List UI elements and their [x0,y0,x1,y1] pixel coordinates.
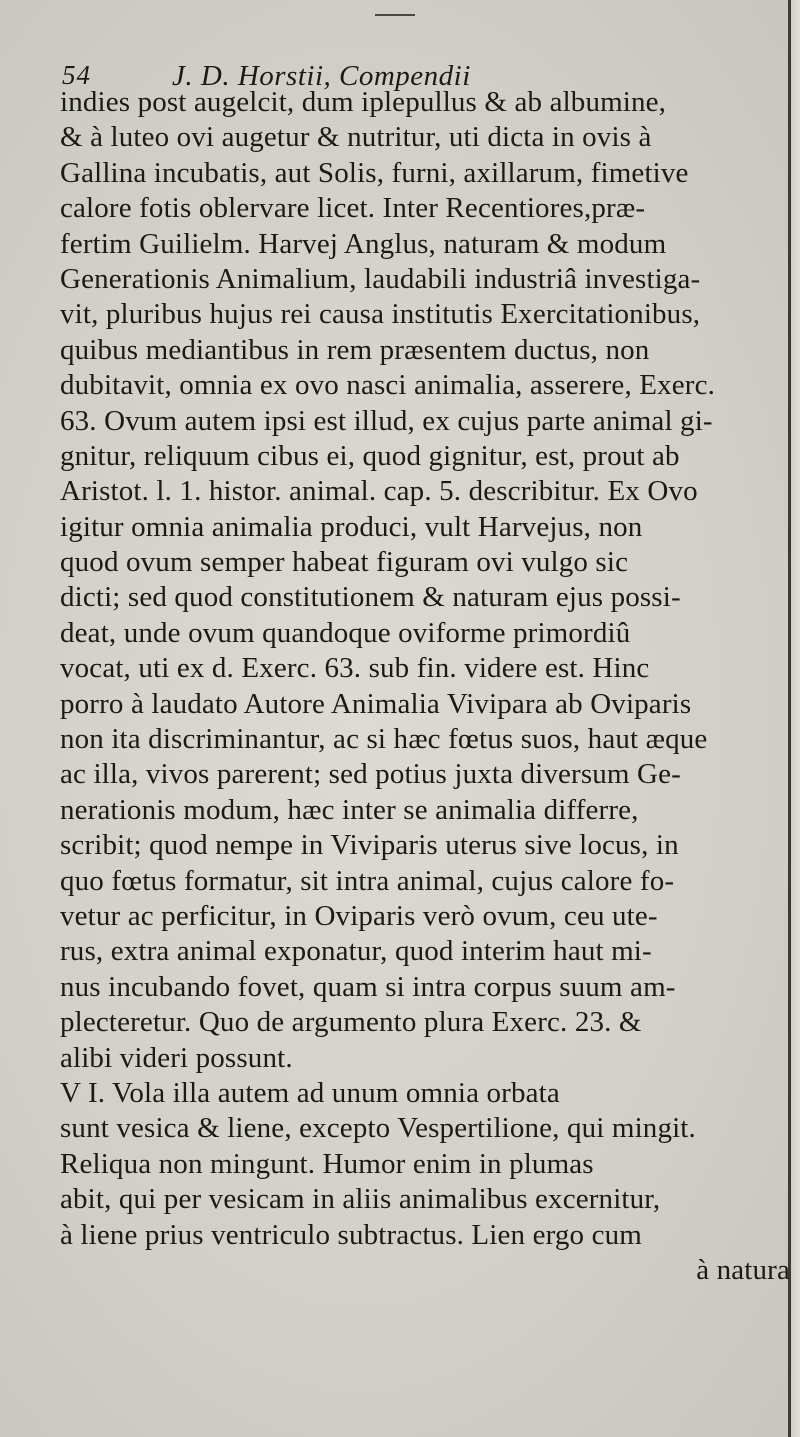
text-line: Aristot. l. 1. histor. animal. cap. 5. describitur. Ex Ovo [60,475,698,508]
text-line: vit, pluribus hujus rei causa institutis Exercitationibus, [60,298,701,331]
text-line: plecteretur. Quo de argumento plura Exerc. 23. & [60,1006,642,1039]
text-line: vocat, uti ex d. Exerc. 63. sub fin. videre est. Hinc [60,652,650,685]
text-line: dubitavit, omnia ex ovo nasci animalia, asserere, Exerc. [60,369,716,402]
text-line: à liene prius ventriculo subtractus. Lien ergo cum [60,1218,642,1251]
text-line: 63. Ovum autem ipsi est illud, ex cujus parte animal gi- [60,404,713,437]
text-line: quod ovum semper habeat figuram ovi vulgo sic [60,546,629,579]
text-line: indies post augelcit, dum iplepullus & ab albumine, [60,86,667,118]
text-line: gnitur, reliquum cibus ei, quod gignitur, est, prout ab [60,439,680,472]
text-line: calore fotis oblervare licet. Inter Recentiores,præ- [60,192,646,225]
text-line: sunt vesica & liene, excepto Vespertilione, qui mingit. [60,1112,696,1145]
text-line: abit, qui per vesicam in aliis animalibus excernitur, [60,1183,661,1216]
text-line: deat, unde ovum quandoque oviforme primordiû [60,616,631,649]
text-line: fertim Guilielm. Harvej Anglus, naturam & modum [60,227,667,260]
page-edge-shadow [791,0,800,1437]
text-line: porro à laudato Autore Animalia Vivipara ab Oviparis [60,687,692,720]
catchword: à natura [696,1253,790,1286]
text-line: dicti; sed quod constitutionem & naturam ejus possi- [60,581,681,614]
text-line: non ita discriminantur, ac si hæc fœtus suos, haut æque [60,723,708,756]
text-line: vetur ac perficitur, in Oviparis verò ovum, ceu ute- [60,899,658,932]
text-line: V I. Vola illa autem ad unum omnia orbata [60,1076,560,1109]
text-line: ac illa, vivos parerent; sed potius juxta diversum Ge- [60,758,681,791]
text-line: Gallina incubatis, aut Solis, furni, axillarum, fimetive [60,156,689,189]
running-head: J. D. Horstii, Compendii [172,60,471,92]
text-line: Reliqua non mingunt. Humor enim in plumas [60,1147,594,1180]
text-line: quibus mediantibus in rem præsentem ductus, non [60,333,650,366]
text-line: nerationis modum, hæc inter se animalia differre, [60,793,639,826]
text-line: alibi videri possunt. [60,1041,293,1074]
text-line: quo fœtus formatur, sit intra animal, cujus calore fo- [60,864,675,897]
text-line: & à luteo ovi augetur & nutritur, uti dicta in ovis à [60,121,652,154]
top-rule [375,14,415,16]
text-line: nus incubando fovet, quam si intra corpus suum am- [60,970,676,1003]
text-line: igitur omnia animalia produci, vult Harvejus, non [60,510,643,543]
text-line: scribit; quod nempe in Viviparis uterus sive locus, in [60,829,679,862]
text-line: rus, extra animal exponatur, quod interim haut mi- [60,935,652,968]
body-text [60,85,790,1288]
page-number: 54 [62,60,91,90]
text-line: Generationis Animalium, laudabili industriâ investiga- [60,262,701,295]
